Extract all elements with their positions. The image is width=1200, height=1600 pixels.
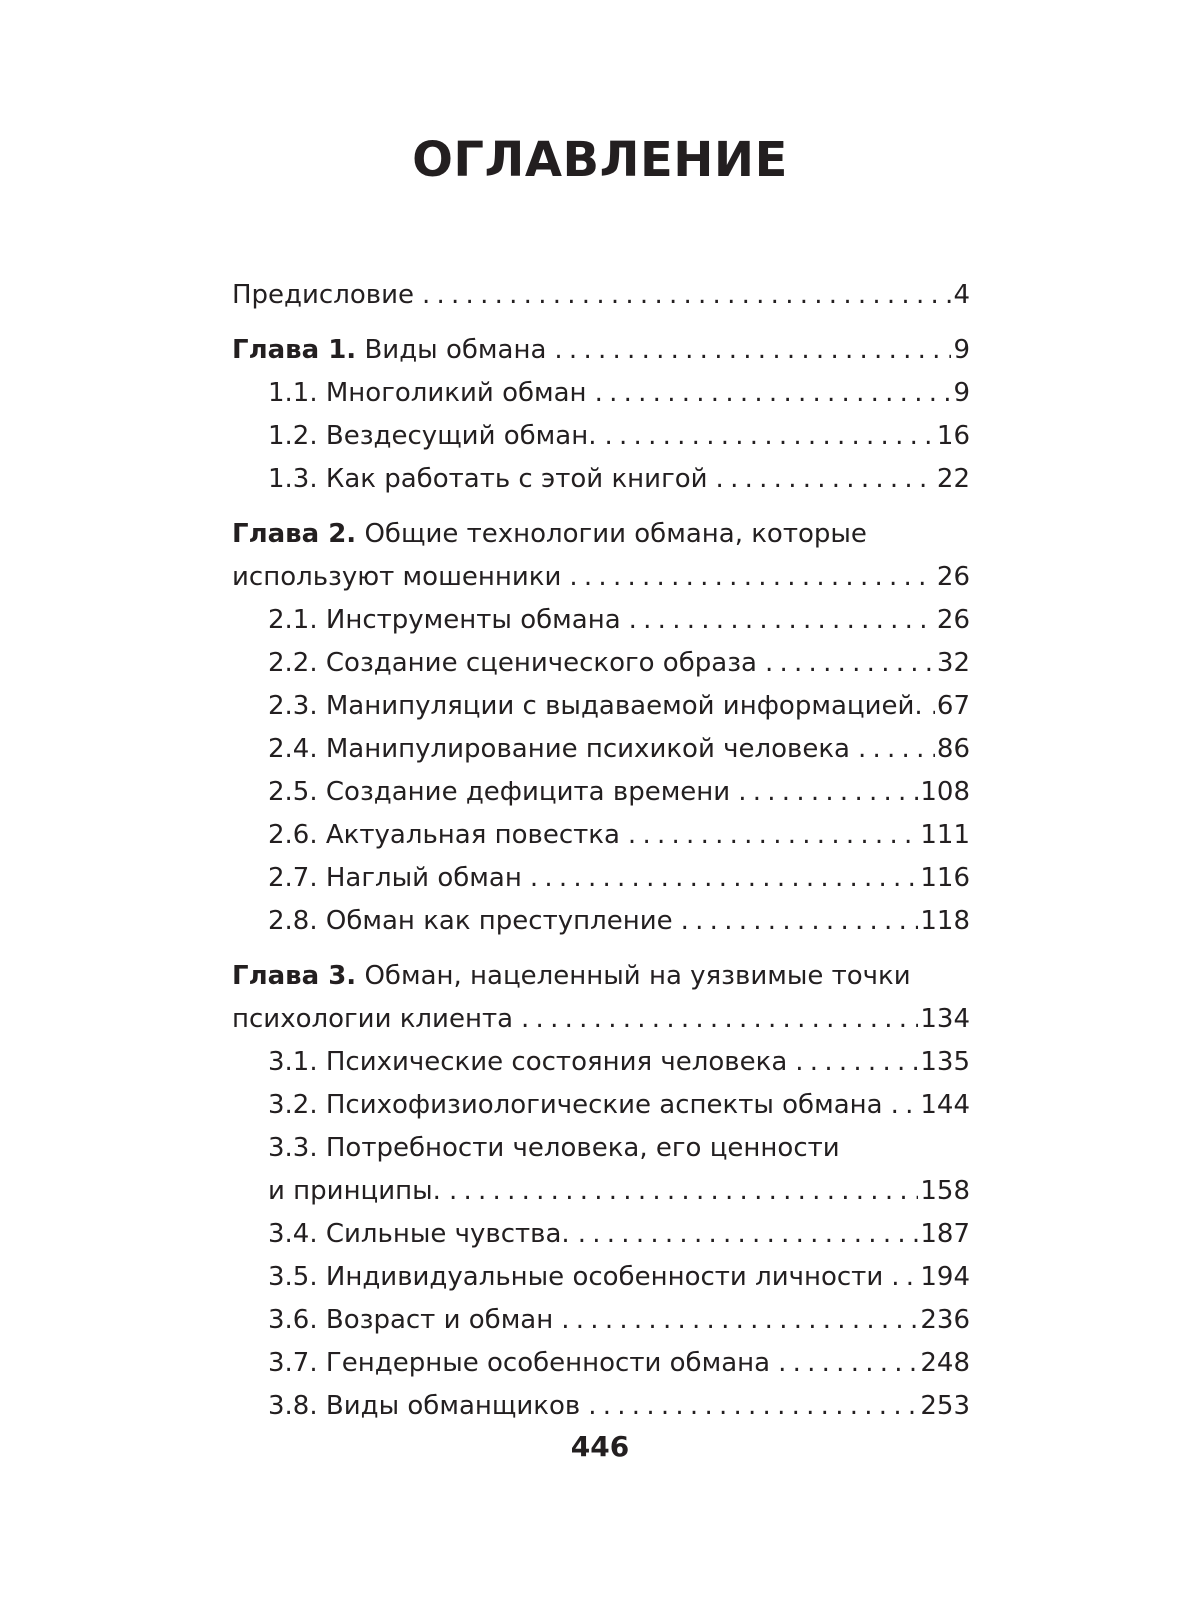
dot-leader	[681, 900, 919, 943]
dot-leader	[716, 458, 935, 501]
dot-leader	[795, 1041, 918, 1084]
toc-entry-label: 2.2. Создание сценического образа	[268, 648, 757, 678]
toc-page-number: 32	[936, 648, 970, 678]
dot-leader	[891, 1084, 919, 1127]
chapter-prefix: Глава 2.	[232, 519, 357, 549]
toc-entry-preface[interactable]	[232, 274, 970, 317]
chapter-name-line2: психологии клиента	[232, 1004, 514, 1034]
dot-leader	[554, 329, 951, 372]
toc-page-number: 26	[936, 605, 970, 635]
dot-leader	[765, 642, 935, 685]
page-title: ОГЛАВЛЕНИЕ	[412, 132, 788, 188]
dot-leader	[858, 728, 935, 771]
toc-section[interactable]	[232, 372, 970, 415]
dot-leader	[521, 998, 918, 1041]
dot-leader	[422, 274, 951, 317]
toc-page-number: 158	[920, 1176, 970, 1206]
dot-leader	[595, 372, 952, 415]
toc-page-number: 116	[920, 863, 970, 893]
toc-entry-label: 2.6. Актуальная повестка	[268, 820, 620, 850]
toc-section[interactable]	[232, 1385, 970, 1428]
toc-section[interactable]	[232, 1084, 970, 1127]
toc-page-number: 67	[936, 691, 970, 721]
chapter-name: Виды обмана	[364, 335, 547, 365]
toc-entry-label: 1.3. Как работать с этой книгой	[268, 464, 708, 494]
toc-chapter-2[interactable]	[232, 556, 970, 599]
toc-page-number: 194	[920, 1262, 970, 1292]
toc-entry-label: 1.2. Вездесущий обман.	[268, 421, 597, 451]
toc-page-number: 144	[920, 1090, 970, 1120]
toc-entry-label: 3.7. Гендерные особенности обмана	[268, 1348, 771, 1378]
toc-entry-label: 3.6. Возраст и обман	[268, 1305, 554, 1335]
toc-entry-label: 2.7. Наглый обман	[268, 863, 522, 893]
dot-leader	[628, 814, 918, 857]
dot-leader	[578, 1213, 919, 1256]
toc-entry-label: 1.1. Многоликий обман	[268, 378, 587, 408]
toc-page-number: 9	[953, 335, 970, 365]
toc-entry-label: 3.4. Сильные чувства.	[268, 1219, 570, 1249]
toc-section-line1[interactable]	[232, 1127, 970, 1170]
toc-section[interactable]	[232, 415, 970, 458]
toc-page-number: 108	[920, 777, 970, 807]
toc-chapter-1[interactable]	[232, 329, 970, 372]
toc-page-number: 118	[920, 906, 970, 936]
toc-entry-label	[232, 329, 546, 372]
toc-section[interactable]	[232, 771, 970, 814]
chapter-name-line1: Общие технологии обмана, которые	[364, 519, 867, 549]
toc-page-number: 4	[953, 280, 970, 310]
toc-section[interactable]	[232, 900, 970, 943]
toc-entry-label: 2.8. Обман как преступление	[268, 906, 673, 936]
toc-section[interactable]	[232, 857, 970, 900]
toc-entry-label: 2.3. Манипуляции с выдаваемой информацией.	[268, 691, 923, 721]
chapter-name-line1: Обман, нацеленный на уязвимые точки	[364, 961, 911, 991]
dot-leader	[449, 1170, 918, 1213]
toc-section[interactable]	[232, 685, 970, 728]
toc-section[interactable]	[232, 1213, 970, 1256]
dot-leader	[569, 556, 935, 599]
toc-section[interactable]	[232, 1170, 970, 1213]
toc-page-number: 187	[920, 1219, 970, 1249]
page-number: 446	[570, 1430, 630, 1463]
chapter-name-line2: используют мошенники	[232, 562, 562, 592]
dot-leader	[891, 1256, 918, 1299]
toc-entry-label: 3.2. Психофизиологические аспекты обмана	[268, 1090, 883, 1120]
dot-leader	[530, 857, 919, 900]
toc-section[interactable]	[232, 728, 970, 771]
toc-entry-label: 2.5. Создание дефицита времени	[268, 777, 731, 807]
dot-leader	[588, 1385, 918, 1428]
toc-entry-label: 3.1. Психические состояния человека	[268, 1047, 788, 1077]
dot-leader	[738, 771, 918, 814]
toc-page-number: 16	[936, 421, 970, 451]
toc-section[interactable]	[232, 1256, 970, 1299]
toc-section[interactable]	[232, 599, 970, 642]
toc-page-number: 86	[936, 734, 970, 764]
toc-page-number: 135	[920, 1047, 970, 1077]
toc-page-number: 9	[953, 378, 970, 408]
toc-page-number: 22	[936, 464, 970, 494]
table-of-contents	[232, 274, 970, 1428]
dot-leader	[605, 415, 935, 458]
dot-leader	[931, 685, 935, 728]
toc-section[interactable]	[232, 1342, 970, 1385]
toc-chapter-3-title[interactable]	[232, 955, 970, 998]
chapter-prefix: Глава 3.	[232, 961, 357, 991]
toc-entry-label: 2.1. Инструменты обмана	[268, 605, 621, 635]
toc-section[interactable]	[232, 642, 970, 685]
chapter-prefix: Глава 1.	[232, 335, 357, 365]
toc-section[interactable]	[232, 1041, 970, 1084]
toc-entry-label: Предисловие	[232, 280, 414, 310]
toc-chapter-2-title[interactable]	[232, 513, 970, 556]
toc-page-number: 26	[936, 562, 970, 592]
toc-section[interactable]	[232, 1299, 970, 1342]
toc-entry-label: 3.3. Потребности человека, его ценности	[268, 1133, 840, 1163]
dot-leader	[561, 1299, 918, 1342]
toc-entry-label: 3.5. Индивидуальные особенности личности	[268, 1262, 884, 1292]
toc-page-number: 236	[920, 1305, 970, 1335]
toc-entry-label: 3.8. Виды обманщиков	[268, 1391, 581, 1421]
toc-section[interactable]	[232, 814, 970, 857]
toc-page-number: 134	[920, 1004, 970, 1034]
toc-chapter-3[interactable]	[232, 998, 970, 1041]
toc-section[interactable]	[232, 458, 970, 501]
toc-page-number: 111	[920, 820, 970, 850]
toc-page-number: 253	[920, 1391, 970, 1421]
toc-page-number: 248	[920, 1348, 970, 1378]
dot-leader	[778, 1342, 918, 1385]
toc-entry-label: 2.4. Манипулирование психикой человека	[268, 734, 850, 764]
dot-leader	[629, 599, 935, 642]
toc-entry-label: и принципы.	[268, 1176, 441, 1206]
